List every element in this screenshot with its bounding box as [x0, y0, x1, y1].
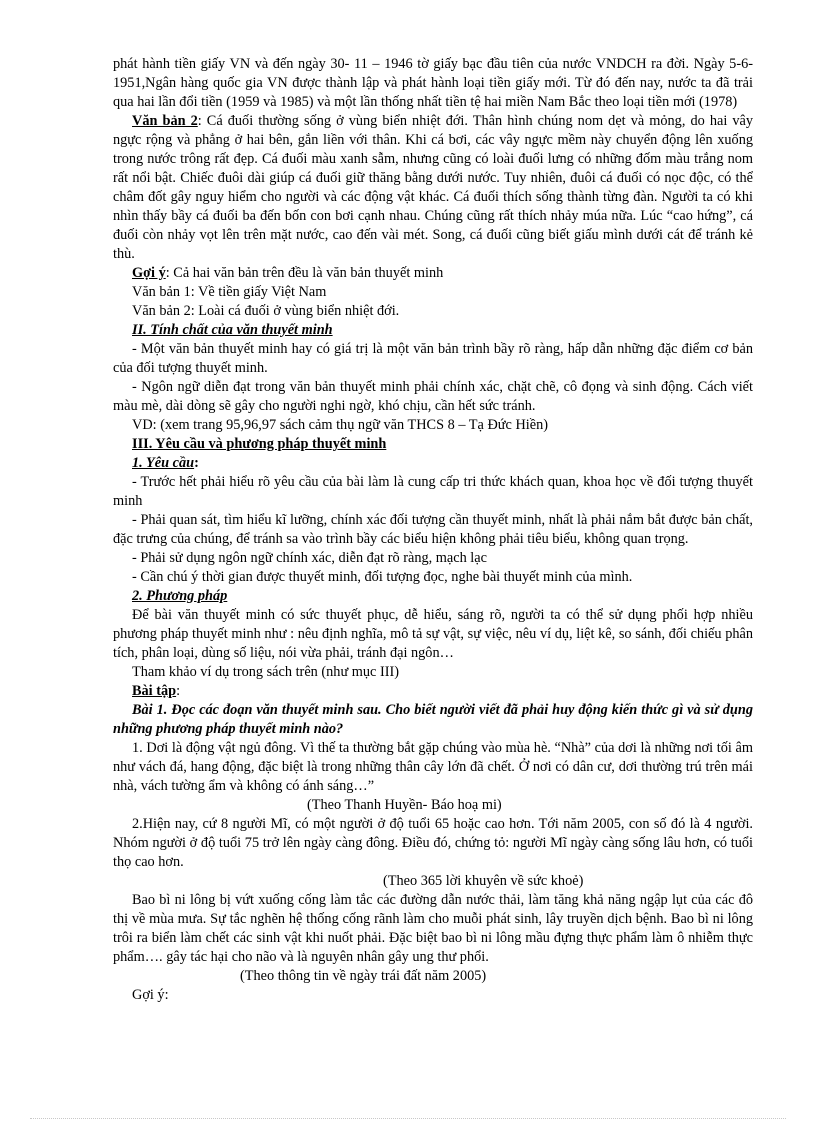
tinh-chat-item-2: - Ngôn ngữ diễn đạt trong văn bản thuyết minh phải chính xác, chặt chẽ, cô đọng và sinh động. Cách viết màu mè, dài dòng sẽ gây cho người nghi ngờ, khó chịu, cần hết sức tránh. — [113, 379, 753, 414]
van-ban-2-label: Văn bản 2 — [132, 113, 198, 129]
doan-van-3-source: (Theo thông tin về ngày trái đất năm 2005) — [240, 968, 487, 984]
heading-tinh-chat — [113, 321, 753, 340]
heading-bai-tap-text: Bài tập — [132, 683, 177, 699]
paragraph-intro: phát hành tiền giấy VN và đến ngày 30- 11 – 1946 tờ giấy bạc đầu tiên của nước VNDCH ra đời. Ngày 5-6-1951,Ngân hàng quốc gia VN được thành lập và phát hành loại tiền giấy mới. Từ đó đến nay, nước ta đã trải qua hai lần đổi tiền (1959 và 1985) và một lần thống nhất tiền tệ hai miền Nam Bắc theo loại tiền mới (1978) — [113, 56, 753, 110]
heading-yeu-cau — [113, 454, 753, 473]
goi-y-text: : Cả hai văn bản trên đều là văn bản thuyết minh — [165, 265, 444, 281]
goi-y-line — [113, 264, 753, 283]
heading-bai-tap — [113, 682, 753, 701]
goi-y-label: Gợi ý — [132, 265, 166, 281]
page-bottom-divider — [30, 1118, 786, 1119]
yeu-cau-item-2: - Phải quan sát, tìm hiểu kĩ lưỡng, chính xác đối tượng cần thuyết minh, nhất là phải nắm bắt được bản chất, đặc trưng của chúng, để tránh sa vào trình bầy các biểu hiện không phải tiêu biểu, không quan trọng. — [113, 512, 753, 547]
yeu-cau-item-4: - Cần chú ý thời gian được thuyết minh, đối tượng đọc, nghe bài thuyết minh của mình. — [132, 569, 633, 585]
tinh-chat-item-1: - Một văn bản thuyết minh hay có giá trị là một văn bản trình bầy rõ ràng, hấp dẫn những đặc điểm cơ bản của đối tượng thuyết minh. — [113, 341, 753, 376]
heading-tinh-chat-text: II. Tính chất của văn thuyết minh — [132, 322, 333, 338]
heading-phuong-phap — [113, 587, 753, 606]
doan-van-2-source: (Theo 365 lời khuyên về sức khoẻ) — [383, 873, 584, 889]
doan-van-1-source: (Theo Thanh Huyền- Báo hoạ mi) — [307, 797, 502, 813]
paragraph-van-ban-2 — [113, 112, 753, 264]
bai-1-prompt: Bài 1. Đọc các đoạn văn thuyết minh sau. Cho biết người viết đã phải huy động kiến thức gì và sử dụng những phương pháp thuyết minh nào? — [113, 702, 753, 737]
heading-phuong-phap-text: 2. Phương pháp — [132, 588, 228, 604]
yeu-cau-item-3: - Phải sử dụng ngôn ngữ chính xác, diễn đạt rõ ràng, mạch lạc — [132, 550, 487, 566]
doan-van-2: 2.Hiện nay, cứ 8 người Mĩ, có một người ở độ tuổi 65 hoặc cao hơn. Tới năm 2005, con số đó là 4 người. Nhóm người ở độ tuổi 75 trở lên ngày càng đông. Điều đó, chứng tỏ: người Mĩ ngày càng sống lâu hơn, có tuổi thọ cao hơn. — [113, 816, 753, 870]
van-ban-2-text: : Cá đuối thường sống ở vùng biển nhiệt đới. Thân hình chúng nom dẹt và mỏng, do hai vây ngực rộng và phẳng ở hai bên, gắn liền với thân. Khi cá bơi, các vây ngực mềm này chuyển động lên xuống trong nước trông rất đẹp. Cá đuối màu xanh sẫm, nhưng cũng có loài đuối lưng có những đốm màu trắng nom rất nổi bật. Chiếc đuôi dài giúp cá đuối giữ thăng bằng dưới nước. Tuy nhiên, đuôi cá đuối có nọc độc, có thể châm đốt gây nguy hiểm cho người và các động vật khác. Cá đuối thích sống thành từng đàn. Người ta có khi nhìn thấy bầy cá đuối ba đến bốn con bơi cạnh nhau. Chúng cũng rất thích nhảy múa nữa. Lúc “cao hứng”, cá đuối còn nhảy vọt lên trên mặt nước, cao đến vài mét. Song, cá đuối cũng biết giấu mình dưới cát để tránh kẻ thù. — [113, 113, 753, 262]
heading-yeu-cau-colon: : — [194, 455, 199, 471]
vi-du-line: VD: (xem trang 95,96,97 sách cảm thụ ngữ văn THCS 8 – Tạ Đức Hiền) — [132, 417, 548, 433]
goi-y-van-ban-1: Văn bản 1: Về tiền giấy Việt Nam — [132, 284, 327, 300]
document-page — [113, 55, 753, 1005]
goi-y-final: Gợi ý: — [132, 987, 169, 1003]
yeu-cau-item-1: - Trước hết phải hiểu rõ yêu cầu của bài làm là cung cấp tri thức khách quan, khoa học về đối tượng thuyết minh — [113, 474, 753, 509]
doan-van-1: 1. Dơi là động vật ngủ đông. Vì thế ta thường bắt gặp chúng vào mùa hè. “Nhà” của dơi là những nơi tối âm như vách đá, hang động, đặc biệt là trong những thân cây lớn đã chết. Ở nơi có dân cư, dơi thường trú trên mái nhà, vách tường ẩm và không có ánh sáng…” — [113, 740, 753, 794]
doan-van-3: Bao bì ni lông bị vứt xuống cống làm tắc các đường dẫn nước thải, làm tăng khả năng ngập lụt của các đô thị về mùa mưa. Sự tắc nghẽn hệ thống cống rãnh làm cho muỗi phát sinh, lây truyền dịch bệnh. Bao bì ni lông trôi ra biển làm chết các sinh vật khi nuốt phải. Đặc biệt bao bì ni lông mầu đựng thực phẩm làm ô nhiễm thực phẩm…. gây tác hại cho não và là nguyên nhân gây ung thư phổi. — [113, 892, 753, 965]
heading-yeu-cau-phuong-phap — [113, 435, 753, 454]
goi-y-van-ban-2: Văn bản 2: Loài cá đuối ở vùng biển nhiệt đới. — [132, 303, 400, 319]
heading-yeu-cau-text: 1. Yêu cầu — [132, 455, 195, 471]
tham-khao-line: Tham khảo ví dụ trong sách trên (như mục III) — [132, 664, 399, 680]
phuong-phap-text: Để bài văn thuyết minh có sức thuyết phục, dễ hiểu, sáng rõ, người ta có thể sử dụng phối hợp nhiều phương pháp thuyết minh như : nêu định nghĩa, mô tả sự vật, sự việc, nêu ví dụ, liệt kê, so sánh, đối chiếu phân tích, phân loại, dùng số liệu, nói vừa phải, tránh đại ngôn… — [113, 607, 753, 661]
heading-bai-tap-colon: : — [176, 683, 181, 699]
heading-yeu-cau-phuong-phap-text: III. Yêu cầu và phương pháp thuyết minh — [132, 436, 387, 452]
